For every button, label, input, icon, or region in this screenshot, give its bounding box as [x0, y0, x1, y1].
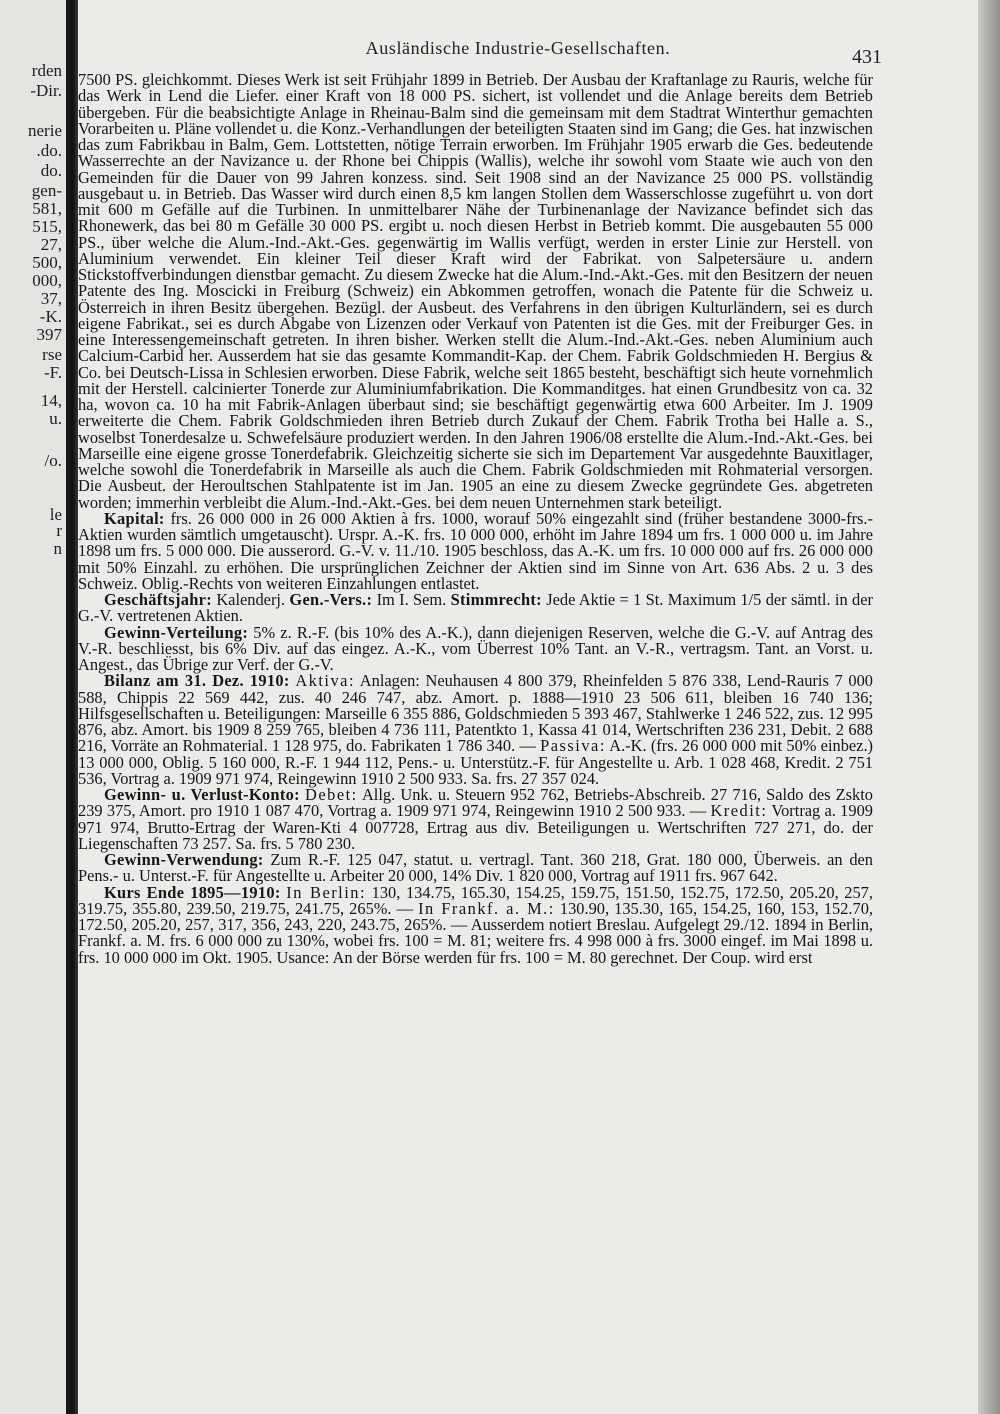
kurs-berlin-text: 130, 134.75, 165.30, 154.25, 159.75, 151.50, 152.75, 172.50, 205.20, 257, 319.75, 355.80, 239.50, 219.75, 241.75, 265%. — — [78, 882, 873, 918]
previous-page-fragment: 500, — [32, 253, 62, 272]
previous-page-fragment: n — [53, 539, 62, 558]
bilanz-passiva-text: A.-K. (frs. 26 000 000 mit 50% einbez.) 13 000 000, Oblig. 5 160 000, R.-F. 1 944 112, Pens.- u. Unterstütz.-F. für Angestellte u. Arb. 1 028 468, Kredit. 2 751 536, Vortrag a. 1909 971 974, Reingewinn 1910 2 500 933. Sa. frs. 27 357 024. — [78, 736, 874, 788]
previous-page-fragment: 14, — [40, 391, 62, 410]
kapital-label: Kapital: — [104, 508, 165, 528]
bilanz-passiva-label: Passiva: — [540, 736, 606, 756]
previous-page-fragment: r — [56, 521, 62, 540]
guv-paragraph — [78, 787, 873, 852]
page-edge-shadow — [978, 0, 1000, 1414]
previous-page-fragment: 581, — [32, 199, 62, 218]
genvers-text: Im I. Sem. — [376, 590, 447, 609]
previous-page-fragment: rse — [42, 345, 62, 364]
previous-page-fragment: /o. — [44, 451, 62, 470]
previous-page-fragment: 397 — [36, 325, 62, 344]
previous-page-fragment: 37, — [40, 289, 62, 308]
previous-page-fragment: do. — [40, 161, 62, 180]
kurs-paragraph — [78, 882, 874, 967]
bilanz-aktiva-text: Anlagen: Neuhausen 4 800 379, Rheinfelden 5 876 338, Lend-Rauris 7 000 588, Chippis 22 569 442, zus. 40 246 747, abz. Amort. p. 1888—1910 23 506 611, bleiben 16 740 136; Hilfsgesellschaften u. Beteiligungen: Marseille 6 355 886, Goldschmieden 5 393 467, Stahlwerke 1 246 522, zus. 12 995 876, abz. Amort. bis 1909 8 259 765, bleiben 4 736 111, Patentkto 1, Kassa 41 014, Wertschriften 236 231, Debit. 2 688 216, Vorräte an Rohmaterial. 1 128 975, do. Fabrikaten 1 786 340. — — [78, 671, 873, 756]
guv-debet-label: Debet: — [305, 785, 358, 804]
previous-page-fragment: gen- — [31, 181, 62, 200]
gewinnverteilung-paragraph — [78, 622, 873, 674]
previous-page-fragment: 000, — [32, 271, 62, 290]
verwendung-paragraph — [78, 852, 873, 885]
page-number: 431 — [852, 46, 882, 68]
previous-page-fragment: nerie — [28, 121, 62, 140]
previous-page-fragment: -K. — [39, 307, 62, 326]
previous-page-fragment: rden — [31, 61, 62, 80]
stimmrecht-text: Jede Aktie = 1 St. Maximum 1/5 der sämtl. in der G.-V. vertretenen Aktien. — [78, 590, 873, 626]
kurs-berlin-label: In Berlin: — [286, 882, 367, 902]
book-binding-gutter — [66, 0, 78, 1414]
previous-page-fragment: 27, — [40, 235, 62, 254]
geschaeftsjahr-label: Geschäftsjahr: — [104, 590, 212, 609]
kurs-frankfurt-text: 130.90, 135.30, 165, 154.25, 160, 153, 152.70, 172.50, 205.20, 257, 317, 356, 243, 220, 243.75, 265%. — Ausserdem notiert Breslau. Aufgelegt 29./12. 1894 in Berlin, Frankf. a. M. frs. 6 000 000 zu 130%, wobei frs. 100 = M. 81; weitere frs. 4 998 000 à frs. 3000 eingef. im Mai 1898 u. frs. 10 000 000 im Okt. 1905. Usance: An der Börse werden für frs. 100 = M. 80 gerechnet. Der Coup. wird erst — [78, 898, 874, 967]
verwendung-label: Gewinn-Verwendung: — [104, 850, 264, 869]
kurs-label: Kurs Ende 1895—1910: — [104, 882, 281, 902]
guv-debet-text: Allg. Unk. u. Steuern 952 762, Betriebs-Abschreib. 27 716, Saldo des Zskto 239 375, Amort. pro 1910 1 087 470, Vortrag a. 1909 971 974, Reingewinn 1910 2 500 933. — — [78, 785, 873, 821]
kapital-text: frs. 26 000 000 in 26 000 Aktien à frs. 1000, worauf 50% eingezahlt sind (früher bestandene 3000-frs.-Aktien wurden sämtlich umgetauscht). Urspr. A.-K. frs. 10 000 000, erhöht im Jahre 1894 um frs. 1 000 000 u. im Jahre 1898 um frs. 5 000 000. Die ausserord. G.-V. v. 11./10. 1905 beschloss, das A.-K. um frs. 10 000 000 auf frs. 26 000 000 mit 50% Einzahl. zu erhöhen. Die ursprünglichen Zeichner der Aktien sind im Sinne von Art. 636 Abs. 2 u. 3 des Schweiz. Oblig.-Rechts von weiteren Einzahlungen entlastet. — [78, 508, 873, 593]
bilanz-label: Bilanz am 31. Dez. 1910: — [104, 671, 290, 691]
previous-page-fragment: -Dir. — [30, 81, 62, 100]
previous-page-fragment: .do. — [36, 141, 62, 160]
intro-paragraph: 7500 PS. gleichkommt. Dieses Werk ist seit Frühjahr 1899 in Betrieb. Der Ausbau der Kraftanlage zu Rauris, welche für das Werk in Lend die Liefer. einer Kraft von 18 000 PS. sichert, ist vollendet und die Anlage bereits dem Betrieb übergeben. Für die beabsichtigte Anlage in Rheinau-Balm sind die gemeinsam mit dem Stadtrat Winterthur gemachten Vorarbeiten u. Pläne vollendet u. die Konz.-Verhandlungen der beteiligten Staaten sind im Gang; die Ges. hat inzwischen das zum Fabrikbau in Balm, Gem. Lottstetten, nötige Terrain erworben. Im Frühjahr 1905 erwarb die Ges. bedeutende Wasserrechte an der Navizance u. der Rhone bei Chippis (Wallis), welche ihr sowohl vom Staate wie auch von den Gemeinden für die Dauer von 99 Jahren konzess. sind. Seit 1908 sind an der Navizance 25 000 PS. vollständig ausgebaut u. in Betrieb. Das Wasser wird durch einen 8,5 km langen Stollen dem Wasserschlosse zugeführt u. von dort mit 600 m Gefälle auf die Turbinen. In unmittelbarer Nähe der Turbinenanlage der Navizance befindet sich das Rhonewerk, das bei 80 m Gefälle 30 000 PS. ergibt u. noch diesen Herbst in Betrieb kommt. Die ausgebauten 55 000 PS., über welche die Alum.-Ind.-Akt.-Ges. gegenwärtig im Wallis verfügt, werden in erster Linie zur Herstell. von Aluminium verwendet. Ein kleiner Teil dieser Kraft wird der Fabrikat. von Salpetersäure u. andern Stickstoffverbindungen dienstbar gemacht. Zu diesem Zwecke hat die Alum.-Ind.-Akt.-Ges. mit den Besitzern der neuen Patente des Ing. Moscicki in Freiburg (Schweiz) ein Abkommen getroffen, wonach die Patente für die Schweiz u. Österreich in ihren Besitz übergehen. Bezügl. der Ausbeut. des Verfahrens in den übrigen Kulturländern, sei es durch eigene Fabrikat., sei es durch Abgabe von Lizenzen oder Verkauf von Patenten ist die Ges. mit der Freiburger Ges. in eine Interessengemeinschaft getreten. In ihren bisher. Werken stellt die Alum.-Ind.-Akt.-Ges. neben Aluminium auch Calcium-Carbid her. Ausserdem hat sie das gesamte Kommandit-Kap. der Chem. Fabrik Goldschmieden H. Bergius & Co. bei Deutsch-Lissa in Schlesien erworben. Diese Fabrik, welche seit 1865 besteht, beschäftigt sich heute vornehmlich mit der Herstell. calcinierter Tonerde zur Aluminiumfabrikation. Die Kommanditges. hat einen Grundbesitz von ca. 32 ha, wovon ca. 10 ha mit Fabrik-Anlagen überbaut sind; sie beschäftigt gegenwärtig etwa 600 Arbeiter. Im J. 1909 erweiterte die Chem. Fabrik Goldschmieden ihren Betrieb durch Zukauf der Chem. Fabrik Trotha bei Halle a. S., woselbst Tonerdesalze u. Schwefelsäure produziert werden. In den Jahren 1906/08 erstellte die Alum.-Ind.-Akt.-Ges. bei Marseille eine eigene grosse Tonerdefabrik. Gleichzeitig sicherte sie sich im Departement Var ausgedehnte Bauxitlager, welche sowohl die Tonerdefabrik in Marseille als auch die Chem. Fabrik Goldschmieden mit Rohmaterial versorgen. Die Ausbeut. der Heroultschen Stahlpatente ist im Jan. 1905 an eine zu diesem Zwecke gegründete Ges. abgetreten worden; immerhin verbleibt die Alum.-Ind.-Akt.-Ges. bei dem neuen Unternehmen stark beteiligt. — [78, 70, 873, 512]
kapital-paragraph — [78, 508, 873, 593]
verwendung-text: Zum R.-F. 125 047, statut. u. vertragl. Tant. 360 218, Grat. 180 000, Überweis. an den Pens.- u. Unterst.-F. für Angestellte u. Arbeiter 20 000, 14% Div. 1 820 000, Vortrag auf 1911 frs. 967 642. — [78, 850, 873, 886]
previous-page-fragment: 515, — [32, 217, 62, 236]
book-page — [78, 0, 978, 1414]
bilanz-aktiva-label: Aktiva: — [295, 671, 355, 691]
previous-page-fragment: le — [49, 505, 62, 524]
previous-page-fragment: u. — [49, 409, 62, 428]
guv-kredit-label: Kredit: — [710, 801, 768, 821]
genvers-label: Gen.-Vers.: — [289, 590, 373, 609]
gewinnverteilung-label: Gewinn-Verteilung: — [104, 622, 249, 642]
running-header-title: Ausländische Industrie-Gesellschaften. — [365, 38, 671, 58]
geschaeftsjahr-paragraph — [78, 592, 873, 625]
guv-label: Gewinn- u. Verlust-Konto: — [104, 785, 300, 804]
guv-kredit-text: Vortrag a. 1909 971 974, Brutto-Ertrag der Waren-Kti 4 007728, Ertrag aus div. Beteiligungen u. Wertschriften 727 271, do. der Liegenschaften 73 257. Sa. frs. 5 780 230. — [78, 801, 873, 853]
bilanz-paragraph — [78, 673, 873, 787]
kurs-frankfurt-label: In Frankf. a. M.: — [418, 898, 555, 918]
page-body — [78, 72, 873, 966]
previous-page-edge — [0, 0, 66, 1414]
gewinnverteilung-text: 5% z. R.-F. (bis 10% des A.-K.), dann diejenigen Reserven, welche die G.-V. auf Antrag des V.-R. beschliesst, bis 6% Div. auf das eingez. A.-K., vom Überrest 10% Tant. an V.-R., vertragsm. Tant. an Vorst. u. Angest., das Übrige zur Verf. der G.-V. — [78, 622, 873, 674]
stimmrecht-label: Stimmrecht: — [450, 590, 542, 609]
previous-page-fragment: -F. — [43, 363, 62, 382]
geschaeftsjahr-text: Kalenderj. — [216, 590, 286, 609]
